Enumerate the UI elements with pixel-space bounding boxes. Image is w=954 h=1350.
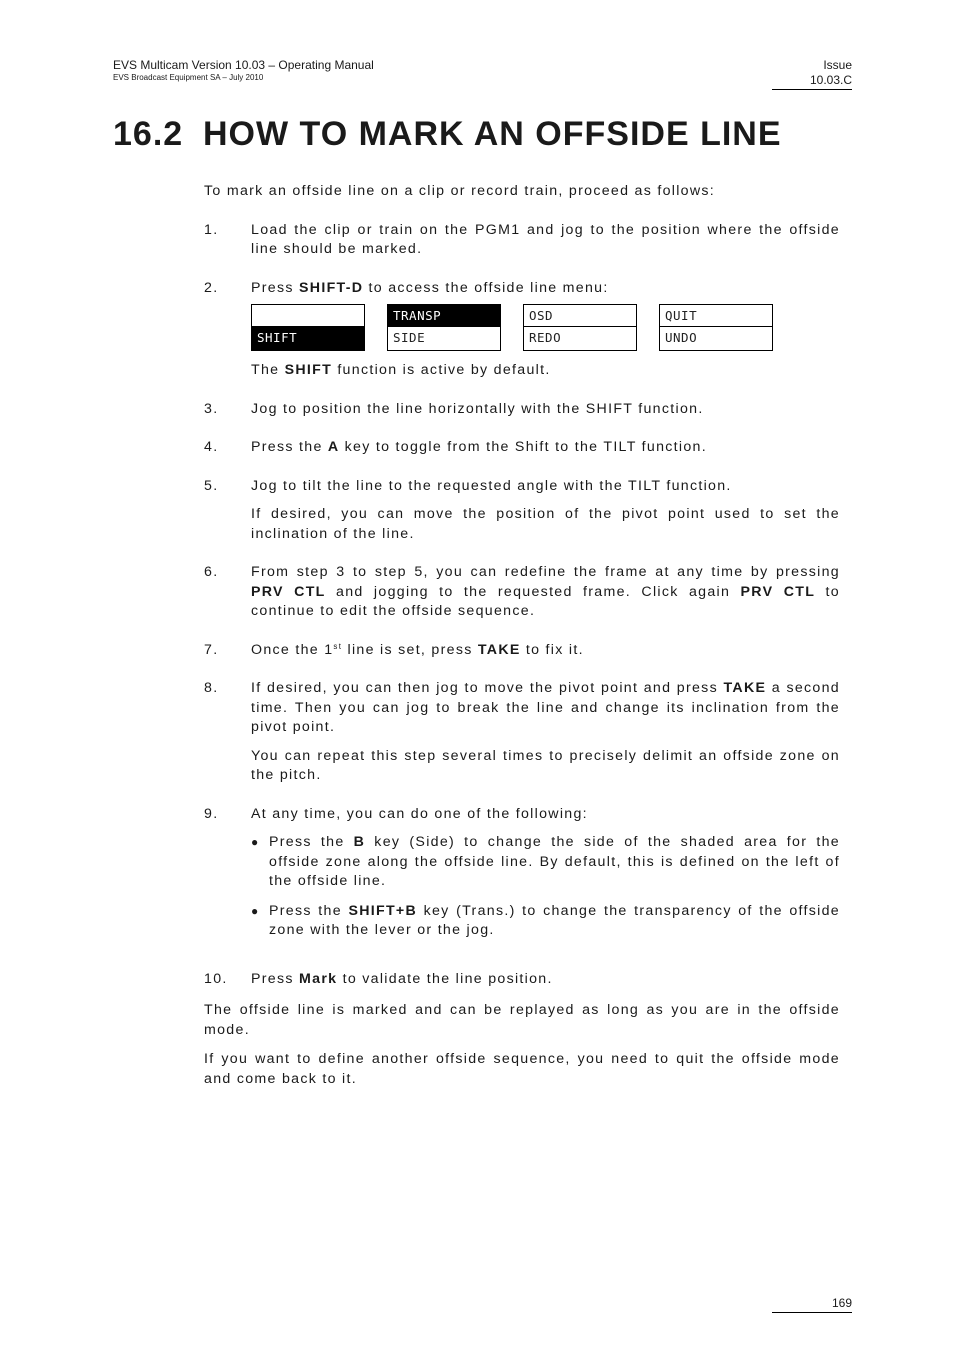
step-number: 3.	[204, 400, 219, 417]
document-body	[204, 182, 840, 1089]
manual-subtitle: EVS Broadcast Equipment SA – July 2010	[113, 73, 264, 82]
step-1	[204, 221, 840, 260]
list-item: ● Press the B key (Side) to change the side of the shaded area for the offside zone along the offside line. By default, this is defined on the left of the offside line.	[251, 833, 840, 892]
menu-column	[387, 304, 501, 351]
manual-title: EVS Multicam Version 10.03 – Operating Manual	[113, 58, 374, 72]
step-3	[204, 400, 840, 420]
key-label: B	[353, 834, 366, 850]
step-text: From step 3 to step 5, you can redefine the frame at any time by pressing PRV CTL and jogging to the requested frame. Click again PRV CTL to continue to edit the offside sequence.	[251, 564, 840, 619]
key-label: PRV CTL	[740, 583, 816, 600]
section-number: 16.2	[113, 115, 184, 153]
step-2	[204, 279, 840, 381]
step-text: Load the clip or train on the PGM1 and jog to the position where the offside line should be marked.	[251, 221, 840, 257]
step-number: 2.	[204, 279, 219, 296]
step-4	[204, 438, 840, 458]
menu-cell-redo: REDO	[523, 327, 637, 351]
step-number: 6.	[204, 564, 219, 580]
bullet-icon: ●	[251, 835, 260, 849]
closing-paragraph: If you want to define another offside sequence, you need to quit the offside mode and come back to it.	[204, 1051, 840, 1087]
step-note: You can repeat this step several times to precisely delimit an offside zone on the pitch.	[251, 747, 840, 783]
step-number: 8.	[204, 680, 219, 696]
key-label: TAKE	[723, 680, 767, 696]
menu-cell-empty	[251, 304, 365, 327]
step-5	[204, 477, 840, 545]
menu-column	[659, 304, 773, 351]
key-label: SHIFT+B	[348, 902, 418, 919]
step-9	[204, 805, 840, 951]
bullet-icon: ●	[251, 903, 260, 918]
step-text: If desired, you can then jog to move the pivot point and press TAKE a second time. Then you can jog to break the line and change its inclination from the pivot point.	[251, 680, 841, 735]
step-number: 4.	[204, 439, 219, 455]
step-text: Jog to tilt the line to the requested angle with the TILT function.	[251, 477, 732, 494]
issue-value: 10.03.C	[809, 73, 852, 87]
step-number: 7.	[204, 641, 219, 658]
step-8	[204, 679, 840, 786]
menu-cell-transp: TRANSP	[387, 304, 501, 327]
step-7	[204, 641, 840, 661]
step-text: Once the 1st line is set, press TAKE to fix it.	[251, 641, 584, 658]
issue-label: Issue	[823, 58, 852, 72]
step-text: Press SHIFT-D to access the offside line menu:	[251, 279, 609, 296]
menu-cell-quit: QUIT	[659, 304, 773, 327]
step-note: The SHIFT function is active by default.	[251, 362, 551, 378]
menu-cell-undo: UNDO	[659, 327, 773, 351]
step-note: If desired, you can move the position of the pivot point used to set the inclination of the line.	[251, 506, 840, 542]
closing-paragraphs	[204, 1001, 840, 1089]
menu-cell-shift: SHIFT	[251, 327, 365, 351]
step-text: Jog to position the line horizontally with the SHIFT function.	[251, 400, 704, 417]
step-10	[204, 970, 840, 990]
section-title: HOW TO MARK AN OFFSIDE LINE	[203, 115, 782, 153]
offside-line-menu	[251, 304, 775, 351]
page-header	[113, 58, 374, 83]
key-label: PRV CTL	[251, 583, 326, 600]
menu-column	[251, 304, 365, 351]
key-label: SHIFT-D	[299, 279, 364, 296]
menu-cell-osd: OSD	[523, 304, 637, 327]
step-number: 10.	[204, 970, 228, 987]
step-number: 1.	[204, 221, 219, 238]
menu-column	[523, 304, 637, 351]
step-text: At any time, you can do one of the following:	[251, 805, 588, 822]
menu-cell-side: SIDE	[387, 327, 501, 351]
bullet-list	[251, 833, 840, 941]
closing-paragraph: The offside line is marked and can be replayed as long as you are in the offside mode.	[204, 1002, 840, 1038]
section-heading	[113, 112, 782, 156]
step-text: Press the A key to toggle from the Shift to the TILT function.	[251, 439, 707, 455]
key-label: SHIFT	[284, 362, 333, 378]
step-6	[204, 563, 840, 622]
page-number: 169	[772, 1296, 852, 1313]
issue-block	[772, 58, 852, 90]
key-label: A	[327, 439, 340, 455]
key-label: TAKE	[477, 641, 521, 658]
intro-paragraph: To mark an offside line on a clip or record train, proceed as follows:	[204, 183, 716, 199]
key-label: Mark	[299, 970, 338, 987]
list-item: ● Press the SHIFT+B key (Trans.) to change the transparency of the offside zone with the lever or the jog.	[251, 902, 840, 941]
step-number: 5.	[204, 477, 219, 494]
step-text: Press Mark to validate the line position.	[251, 970, 553, 987]
step-number: 9.	[204, 805, 219, 822]
